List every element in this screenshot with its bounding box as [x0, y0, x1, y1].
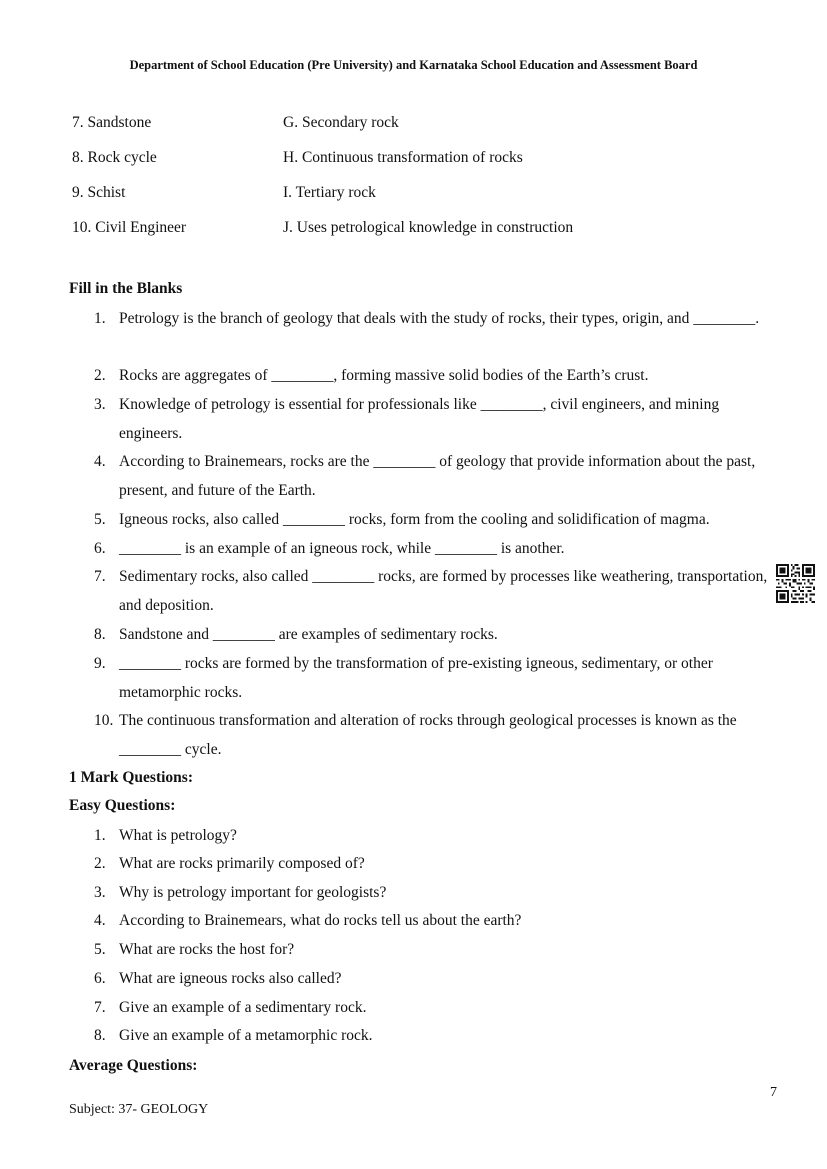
- item-text: Give an example of a sedimentary rock.: [119, 999, 367, 1016]
- item-number: 1.: [94, 827, 106, 844]
- item-text: Knowledge of petrology is essential for professionals like ________, civil engineers, and mining engineers.: [119, 396, 720, 442]
- item-number: 10.: [94, 712, 114, 729]
- match-right: H. Continuous transformation of rocks: [283, 149, 523, 166]
- easy-questions-title: Easy Questions:: [69, 797, 176, 814]
- fill-blanks-title: Fill in the Blanks: [69, 280, 183, 297]
- item-number: 5.: [94, 511, 106, 528]
- item-number: 7.: [94, 999, 106, 1016]
- item-number: 6.: [94, 970, 106, 987]
- page-header: Department of School Education (Pre University) and Karnataka School Education and Assessment Board: [129, 58, 698, 72]
- match-left: 9. Schist: [72, 184, 126, 201]
- item-text: Petrology is the branch of geology that deals with the study of rocks, their types, origin, and ________.: [119, 310, 760, 327]
- item-text: Igneous rocks, also called ________ rocks, form from the cooling and solidification of magma.: [119, 511, 710, 528]
- item-number: 2.: [94, 855, 106, 872]
- item-text: What are rocks the host for?: [119, 941, 295, 958]
- item-number: 8.: [94, 626, 106, 643]
- item-text: ________ rocks are formed by the transformation of pre-existing igneous, sedimentary, or other metamorphic rocks.: [119, 655, 713, 701]
- average-questions-title: Average Questions:: [69, 1057, 198, 1074]
- item-number: 3.: [94, 884, 106, 901]
- match-right: J. Uses petrological knowledge in construction: [283, 219, 574, 236]
- item-number: 4.: [94, 912, 106, 929]
- item-number: 7.: [94, 568, 106, 585]
- match-row: [0, 184, 827, 206]
- match-right: I. Tertiary rock: [283, 184, 376, 201]
- match-row: [0, 149, 827, 171]
- item-text: Give an example of a metamorphic rock.: [119, 1027, 373, 1044]
- footer-subject: Subject: 37- GEOLOGY: [69, 1102, 209, 1117]
- match-row: [0, 219, 827, 241]
- item-text: Sandstone and ________ are examples of sedimentary rocks.: [119, 626, 498, 643]
- item-text: According to Brainemears, what do rocks tell us about the earth?: [119, 912, 522, 929]
- qr-code-icon: [776, 564, 815, 603]
- match-left: 7. Sandstone: [72, 114, 152, 131]
- match-left: 8. Rock cycle: [72, 149, 157, 166]
- item-text: Why is petrology important for geologists?: [119, 884, 387, 901]
- match-row: [0, 114, 827, 136]
- item-text: Sedimentary rocks, also called ________ rocks, are formed by processes like weathering, transportation, and deposition.: [119, 568, 768, 614]
- item-number: 3.: [94, 396, 106, 413]
- match-left: 10. Civil Engineer: [72, 219, 187, 236]
- item-number: 6.: [94, 540, 106, 557]
- item-number: 5.: [94, 941, 106, 958]
- item-text: What are igneous rocks also called?: [119, 970, 342, 987]
- item-text: ________ is an example of an igneous rock, while ________ is another.: [119, 540, 565, 557]
- match-right: G. Secondary rock: [283, 114, 399, 131]
- item-number: 4.: [94, 453, 106, 470]
- page-number: 7: [770, 1085, 777, 1100]
- item-number: 1.: [94, 310, 106, 327]
- item-text: The continuous transformation and alteration of rocks through geological processes is known as the ________ cycle.: [119, 712, 737, 758]
- item-number: 8.: [94, 1027, 106, 1044]
- one-mark-title: 1 Mark Questions:: [69, 769, 193, 786]
- item-text: According to Brainemears, rocks are the ________ of geology that provide information about the past, present, and future of the Earth.: [119, 453, 756, 499]
- item-number: 2.: [94, 367, 106, 384]
- item-text: Rocks are aggregates of ________, forming massive solid bodies of the Earth’s crust.: [119, 367, 649, 384]
- item-text: What are rocks primarily composed of?: [119, 855, 365, 872]
- item-text: What is petrology?: [119, 827, 237, 844]
- item-number: 9.: [94, 655, 106, 672]
